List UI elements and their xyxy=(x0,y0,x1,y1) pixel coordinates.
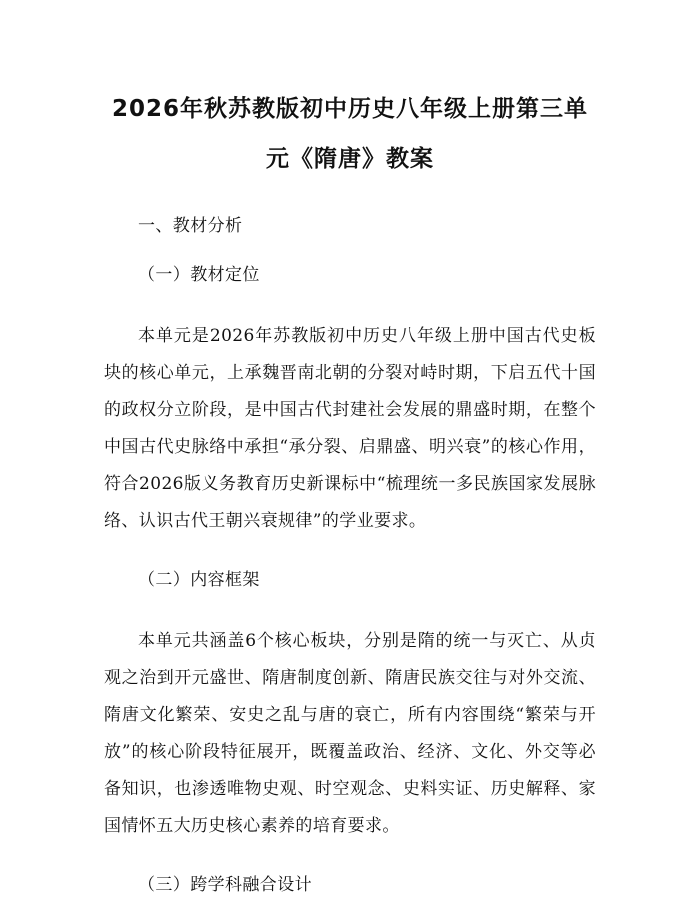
subheading-interdisciplinary-design: （三）跨学科融合设计 xyxy=(138,875,312,895)
subheading-content-framework: （二）内容框架 xyxy=(138,570,260,590)
paragraph-content-framework: 本单元共涵盖6个核心板块，分别是隋的统一与灭亡、从贞观之治到开元盛世、隋唐制度创新、隋唐民族交往与对外交流、隋唐文化繁荣、安史之乱与唐的衰亡，所有内容围绕“繁荣与开放”的核心阶段特征展开，既覆盖政治、经济、文化、外交等必备知识，也渗透唯物史观、时空观念、史料实证、历史解释、家国情怀五大历史核心素养的培育要求。 xyxy=(104,631,596,836)
paragraph-textbook-positioning: 本单元是2026年苏教版初中历史八年级上册中国古代史板块的核心单元，上承魏晋南北朝的分裂对峙时期，下启五代十国的政权分立阶段，是中国古代封建社会发展的鼎盛时期，在整个中国古代史脉络中承担“承分裂、启鼎盛、明兴衰”的核心作用，符合2026版义务教育历史新课标中“梳理统一多民族国家发展脉络、认识古代王朝兴衰规律”的学业要求。 xyxy=(104,326,596,531)
title-line-2: 元《隋唐》教案 xyxy=(266,146,434,172)
document-title xyxy=(104,84,596,184)
subheading-textbook-positioning: （一）教材定位 xyxy=(138,265,260,285)
title-line-1: 2026年秋苏教版初中历史八年级上册第三单 xyxy=(111,96,588,122)
section-heading-textbook-analysis: 一、教材分析 xyxy=(138,216,243,236)
document-body xyxy=(104,208,596,904)
